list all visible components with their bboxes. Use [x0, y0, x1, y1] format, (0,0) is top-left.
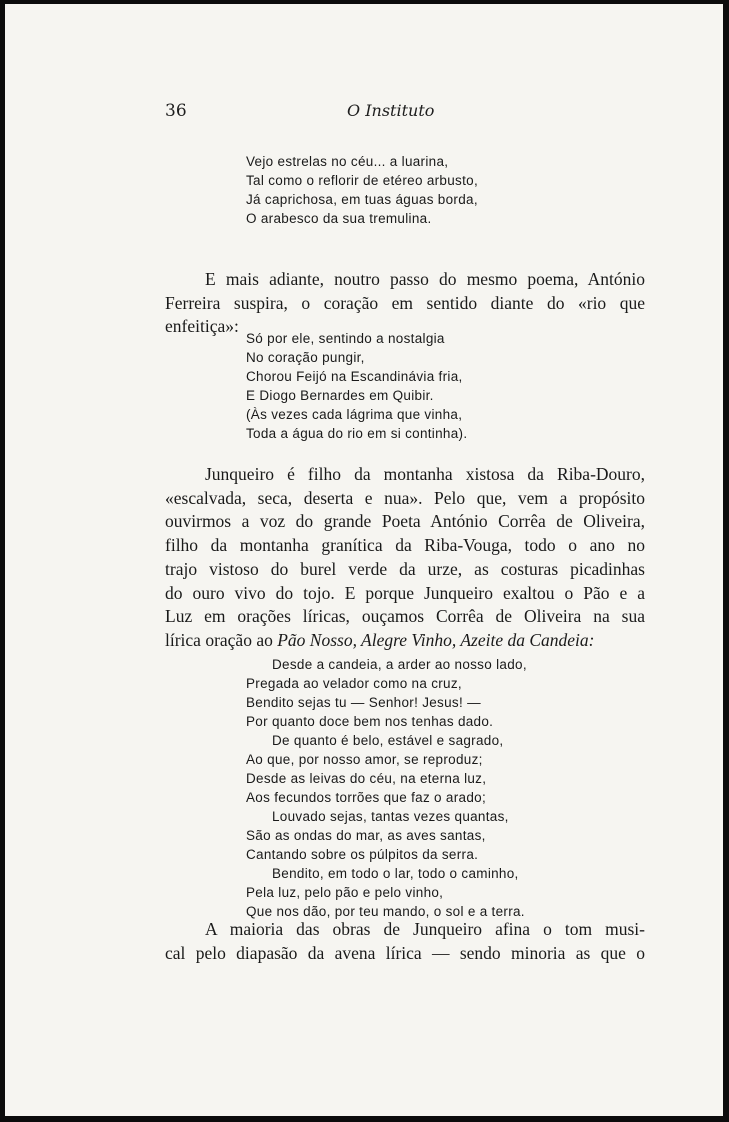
running-title: O Instituto — [347, 101, 435, 120]
prose-line: Ferreira suspira, o coração em sentido diante do «rio que — [165, 292, 645, 313]
verse-line: Já caprichosa, em tuas águas borda, — [246, 192, 478, 207]
prose-line: A maioria das obras de Junqueiro afina o tom musi- — [205, 919, 645, 939]
verse-line: Que nos dão, por teu mando, o sol e a terra. — [246, 904, 525, 919]
prose-line: enfeitiça»: — [165, 316, 239, 337]
verse-line: Ao que, por nosso amor, se reproduz; — [246, 752, 483, 767]
prose-line: trajo vistoso do burel verde da urze, as costuras picadinhas — [165, 558, 645, 579]
prose-line: Luz em orações líricas, ouçamos Corrêa de Oliveira na sua — [165, 606, 645, 627]
verse-line: Aos fecundos torrões que faz o arado; — [246, 790, 486, 805]
paragraph-2 — [165, 463, 645, 653]
page-header — [165, 101, 650, 123]
verse-line: São as ondas do mar, as aves santas, — [246, 828, 486, 843]
verse-line: O arabesco da sua tremulina. — [246, 211, 432, 226]
verse-line: Toda a água do rio em si continha). — [246, 426, 468, 441]
verse-block-1 — [246, 152, 478, 228]
verse-line: (Às vezes cada lágrima que vinha, — [246, 407, 463, 422]
verse-line: Tal como o reflorir de etéreo arbusto, — [246, 173, 479, 188]
verse-line: Pela luz, pelo pão e pelo vinho, — [246, 885, 444, 900]
verse-line: Por quanto doce bem nos tenhas dado. — [246, 714, 494, 729]
verse-line: Pregada ao velador como na cruz, — [246, 676, 462, 691]
prose-line: do ouro vivo do tojo. E porque Junqueiro exaltou o Pão e a — [165, 582, 645, 603]
verse-line: E Diogo Bernardes em Quibir. — [246, 388, 434, 403]
prose-line: ouvirmos a voz do grande Poeta António Corrêa de Oliveira, — [165, 511, 645, 532]
prose-line: filho da montanha granítica da Riba-Vouga, todo o ano no — [165, 535, 645, 556]
verse-line: Desde a candeia, a arder ao nosso lado, — [272, 657, 527, 672]
verse-line: Só por ele, sentindo a nostalgia — [246, 331, 445, 346]
prose-line-last — [165, 629, 645, 653]
prose-text: lírica oração ao — [165, 629, 278, 650]
verse-block-3-sonnet — [246, 655, 566, 921]
verse-line: De quanto é belo, estável e sagrado, — [272, 733, 504, 748]
paragraph-3 — [165, 918, 645, 965]
book-page — [5, 4, 723, 1116]
verse-block-2 — [246, 329, 467, 443]
verse-line: Bendito sejas tu — Senhor! Jesus! — — [246, 695, 481, 710]
prose-line: E mais adiante, noutro passo do mesmo poema, António — [205, 269, 645, 289]
verse-line: Louvado sejas, tantas vezes quantas, — [272, 809, 509, 824]
verse-line: Cantando sobre os púlpitos da serra. — [246, 847, 479, 862]
verse-line: No coração pungir, — [246, 350, 365, 365]
verse-line: Chorou Feijó na Escandinávia fria, — [246, 369, 463, 384]
italic-work-titles: Pão Nosso, Alegre Vinho, Azeite da Candeia: — [277, 629, 595, 650]
verse-line: Vejo estrelas no céu... a luarina, — [246, 154, 449, 169]
prose-line: Junqueiro é filho da montanha xistosa da Riba-Douro, — [205, 464, 645, 484]
verse-line: Bendito, em todo o lar, todo o caminho, — [272, 866, 519, 881]
page-number: 36 — [165, 101, 187, 121]
prose-line: «escalvada, seca, deserta e nua». Pelo que, vem a propósito — [165, 487, 645, 508]
prose-line: cal pelo diapasão da avena lírica — sendo minoria as que o — [165, 942, 645, 963]
verse-line: Desde as leivas do céu, na eterna luz, — [246, 771, 487, 786]
